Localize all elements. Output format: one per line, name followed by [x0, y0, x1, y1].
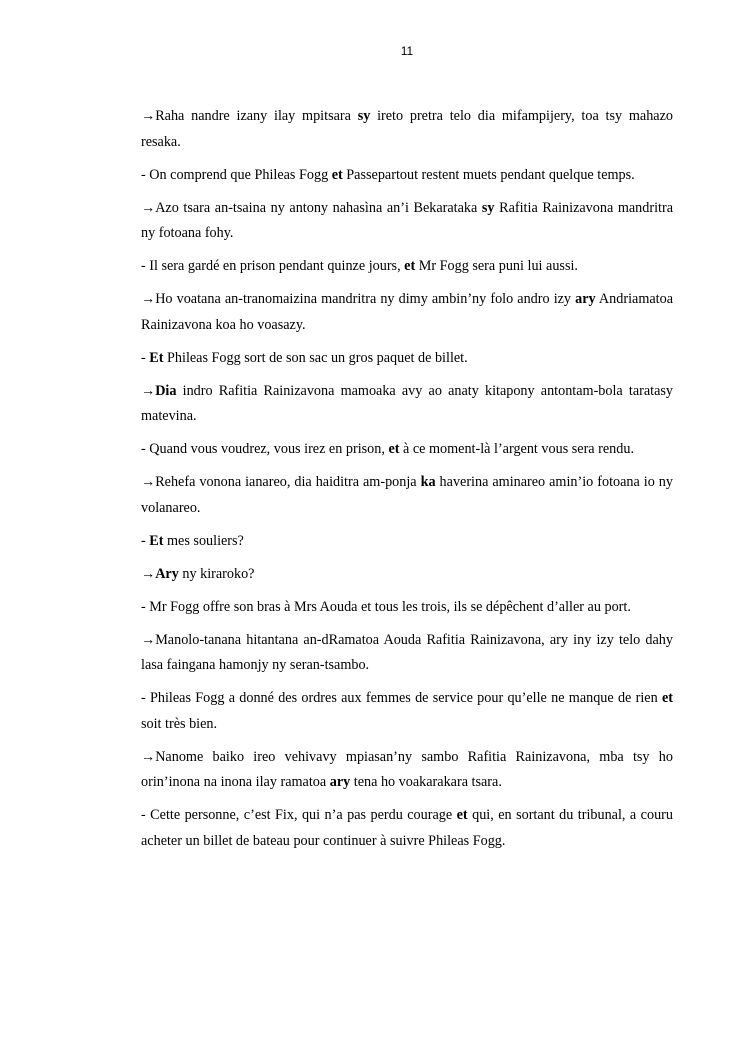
text-run: à ce moment-là l’argent vous sera rendu.: [399, 441, 634, 457]
text-run: ny kiraroko?: [178, 565, 255, 582]
page-number: 11: [400, 44, 414, 58]
bold-connector: et: [331, 166, 343, 183]
bold-connector: Dia: [155, 382, 177, 399]
bold-connector: ary: [575, 291, 596, 307]
text-run: →Manolo-tanana hitantana an-dRamatoa Aouda Rafitia Rainizavona, ary iny izy telo dahy lasa faingana hamonjy ny seran-tsambo.: [141, 631, 673, 673]
text-run: Phileas Fogg sort de son sac un gros paquet de billet.: [163, 349, 468, 366]
text-run: - Il sera gardé en prison pendant quinze jours,: [141, 258, 405, 274]
bold-connector: et: [404, 258, 416, 274]
text-run: Mr Fogg sera puni lui aussi.: [415, 258, 578, 274]
text-run: →Rehefa vonona ianareo, dia haiditra am-ponja: [141, 474, 421, 490]
text-run: - On comprend que Phileas Fogg: [141, 166, 332, 183]
bold-connector: Ary: [155, 565, 179, 582]
text-run: Andriamatoa Rainizavona koa ho voasazy.: [141, 291, 673, 333]
text-run: →: [141, 565, 156, 582]
text-run: -: [141, 349, 150, 366]
text-run: indro Rafitia Rainizavona mamoaka avy ao anaty kitapony antontam-bola taratasy matevina.: [141, 382, 673, 424]
paragraph-3-malagasy: [141, 196, 673, 247]
bold-connector: sy: [481, 199, 495, 216]
paragraph-13-malagasy: [141, 628, 673, 679]
paragraph-1-malagasy: [141, 104, 673, 155]
bold-connector: sy: [357, 108, 371, 124]
paragraph-16-french: [141, 803, 673, 854]
bold-connector: ka: [420, 474, 436, 490]
text-run: Passepartout restent muets pendant quelque temps.: [342, 166, 635, 183]
text-run: →Ho voatana an-tranomaizina mandritra ny dimy ambin’ny folo andro izy: [141, 291, 576, 307]
paragraph-14-french: [141, 686, 673, 737]
text-run: - Phileas Fogg a donné des ordres aux femmes de service pour qu’elle ne manque de rien: [141, 690, 662, 706]
text-run: qui, en sortant du tribunal, a couru acheter un billet de bateau pour continuer à suivre Phileas Fogg.: [141, 807, 673, 849]
paragraph-9-malagasy: [141, 470, 673, 521]
text-run: soit très bien.: [141, 715, 218, 732]
text-run: - Mr Fogg offre son bras à Mrs Aouda et tous les trois, ils se dépêchent d’aller au port.: [141, 598, 631, 615]
text-run: →: [141, 382, 156, 399]
paragraph-4-french: [141, 254, 673, 280]
text-run: ireto pretra telo dia mifampijery, toa tsy mahazo resaka.: [141, 108, 673, 150]
text-run: -: [141, 532, 150, 549]
text-run: mes souliers?: [163, 532, 244, 549]
paragraph-15-malagasy: [141, 745, 673, 796]
text-run: →Nanome baiko ireo vehivavy mpiasan’ny sambo Rafitia Rainizavona, mba tsy ho orin’inona na inona ilay ramatoa: [141, 748, 673, 790]
paragraph-8-french: [141, 437, 673, 463]
paragraph-2-french: [141, 163, 673, 189]
paragraph-6-french: [141, 346, 673, 372]
bold-connector: et: [661, 690, 673, 706]
paragraph-12-french: [141, 595, 673, 621]
text-run: →Azo tsara an-tsaina ny antony nahasìna an’i Bekarataka: [141, 199, 482, 216]
text-run: haverina aminareo amin’io fotoana io ny volanareo.: [141, 474, 673, 516]
paragraph-11-malagasy: [141, 562, 673, 588]
bold-connector: ary: [329, 774, 351, 790]
text-run: tena ho voakarakara tsara.: [350, 774, 502, 790]
paragraph-7-malagasy: [141, 379, 673, 430]
text-run: - Quand vous voudrez, vous irez en prison,: [141, 441, 389, 457]
text-run: →Raha nandre izany ilay mpitsara: [141, 108, 358, 124]
bold-connector: et: [456, 807, 468, 823]
text-run: Rafitia Rainizavona mandritra ny fotoana fohy.: [141, 199, 673, 241]
document-body: [141, 104, 673, 862]
paragraph-5-malagasy: [141, 287, 673, 338]
bold-connector: Et: [149, 349, 164, 366]
paragraph-10-french: [141, 529, 673, 555]
bold-connector: et: [388, 441, 400, 457]
text-run: - Cette personne, c’est Fix, qui n’a pas perdu courage: [141, 807, 457, 823]
bold-connector: Et: [149, 532, 164, 549]
